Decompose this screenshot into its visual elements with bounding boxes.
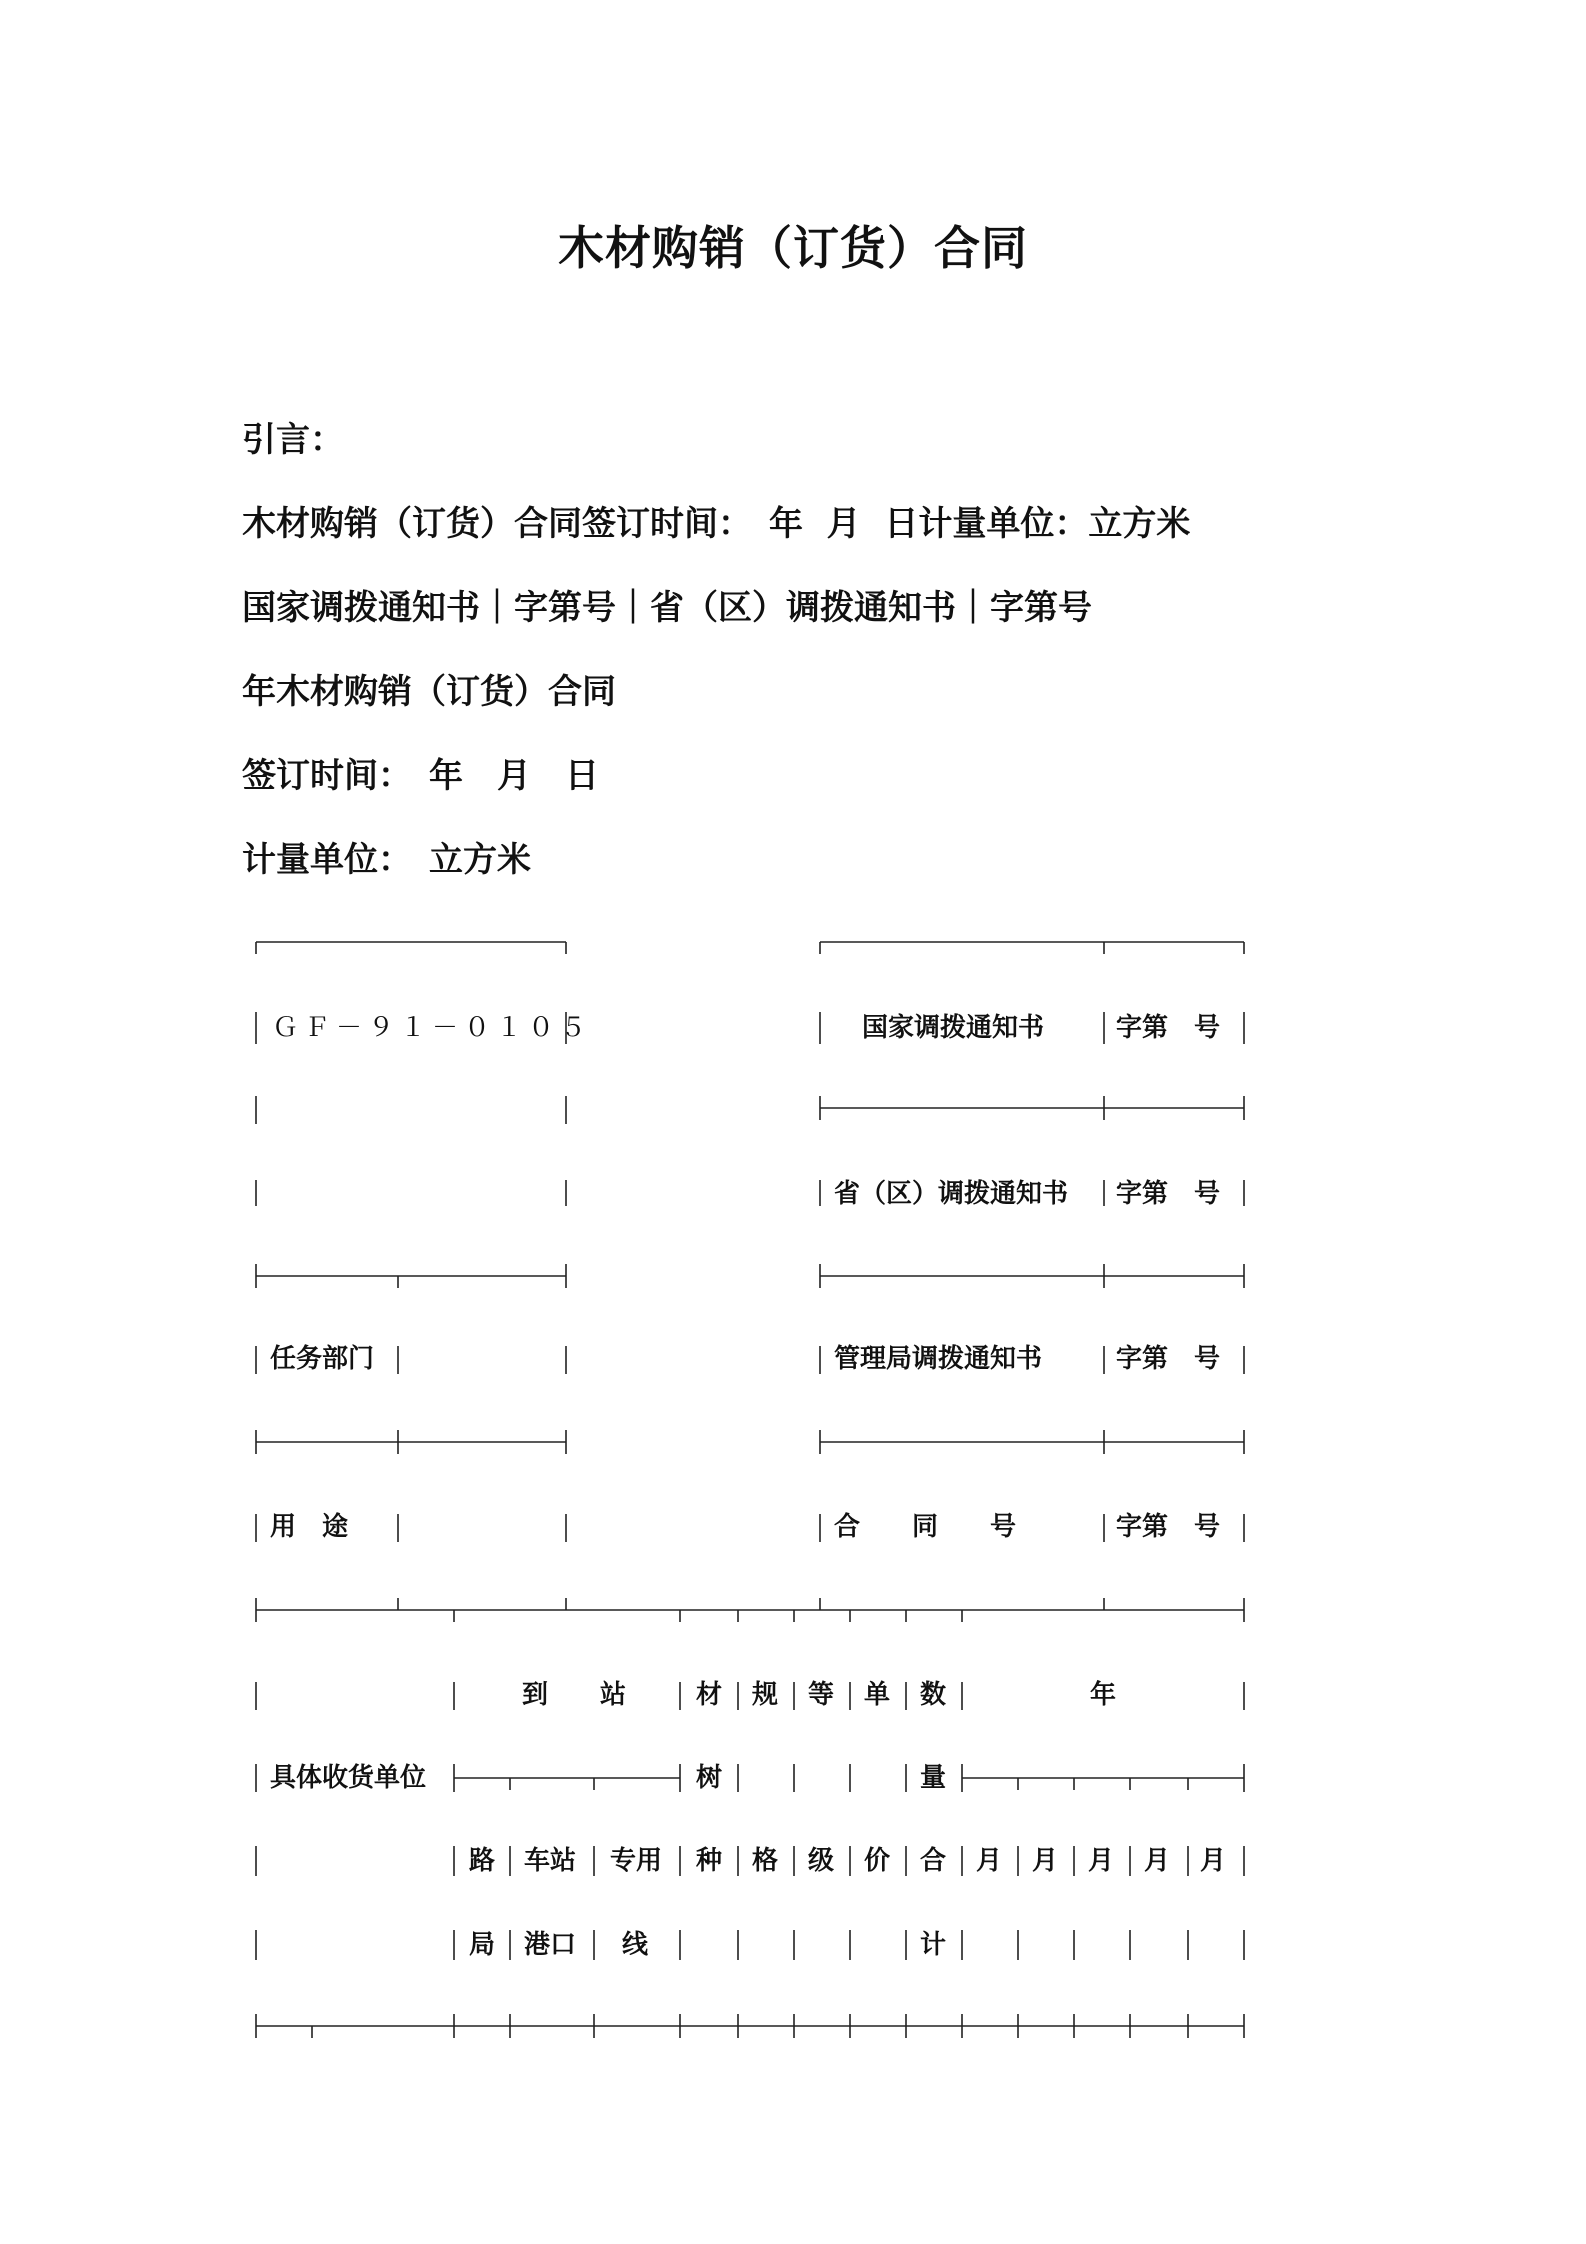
spec-header-2: 格 xyxy=(752,1846,779,1876)
qty-header-1: 数 xyxy=(920,1680,947,1710)
signing-time-line: 签订时间： 年 月 日 xyxy=(242,756,599,796)
bureau-notice-label: 管理局调拨通知书 xyxy=(834,1344,1043,1374)
form-code: ＧＦ－９１－０１０５ xyxy=(272,1013,593,1043)
use-label: 用 途 xyxy=(270,1512,349,1542)
month-header-2: 月 xyxy=(1032,1846,1059,1876)
contract-summary-line: 木材购销（订货）合同签订时间： 年 月 日计量单位：立方米 xyxy=(242,504,1191,544)
contract-number-value: 字第 号 xyxy=(1116,1512,1221,1542)
station-header-2: 港口 xyxy=(524,1930,577,1960)
road-header-1: 路 xyxy=(469,1846,496,1876)
arrival-station-header: 到 站 xyxy=(522,1680,627,1710)
species-header-1: 材 xyxy=(696,1680,723,1710)
month-header-4: 月 xyxy=(1144,1846,1171,1876)
month-header-1: 月 xyxy=(976,1846,1003,1876)
line-header-1: 专用 xyxy=(610,1846,663,1876)
provincial-notice-number: 字第 号 xyxy=(1116,1179,1221,1209)
year-header: 年 xyxy=(1090,1680,1117,1710)
month-header-3: 月 xyxy=(1088,1846,1115,1876)
month-header-5: 月 xyxy=(1200,1846,1227,1876)
intro-heading: 引言： xyxy=(242,420,344,460)
grade-header-2: 级 xyxy=(808,1846,835,1876)
grade-header-1: 等 xyxy=(808,1680,835,1710)
station-header-1: 车站 xyxy=(524,1846,577,1876)
contract-number-label: 合 同 号 xyxy=(834,1512,1017,1542)
price-header-1: 单 xyxy=(864,1680,891,1710)
road-header-2: 局 xyxy=(469,1930,496,1960)
national-notice-label: 国家调拨通知书 xyxy=(862,1013,1045,1043)
provincial-notice-label: 省（区）调拨通知书 xyxy=(834,1179,1069,1209)
line-header-2: 线 xyxy=(622,1930,649,1960)
price-header-2: 价 xyxy=(864,1846,891,1876)
qty-header-2: 量 xyxy=(920,1763,947,1793)
consignee-label: 具体收货单位 xyxy=(270,1763,427,1793)
task-dept-label: 任务部门 xyxy=(270,1344,375,1374)
contract-name-line: 年木材购销（订货）合同 xyxy=(242,672,616,712)
measure-unit-line: 计量单位： 立方米 xyxy=(242,840,531,880)
national-notice-number: 字第 号 xyxy=(1116,1013,1221,1043)
notice-summary-line: 国家调拨通知书｜字第号｜省（区）调拨通知书｜字第号 xyxy=(242,588,1092,628)
qty-header-3: 合 xyxy=(920,1846,947,1876)
spec-header-1: 规 xyxy=(752,1680,779,1710)
species-header-3: 种 xyxy=(696,1846,723,1876)
qty-header-4: 计 xyxy=(920,1930,947,1960)
document-title: 木材购销（订货）合同 xyxy=(558,221,1028,275)
species-header-2: 树 xyxy=(696,1763,723,1793)
bureau-notice-number: 字第 号 xyxy=(1116,1344,1221,1374)
